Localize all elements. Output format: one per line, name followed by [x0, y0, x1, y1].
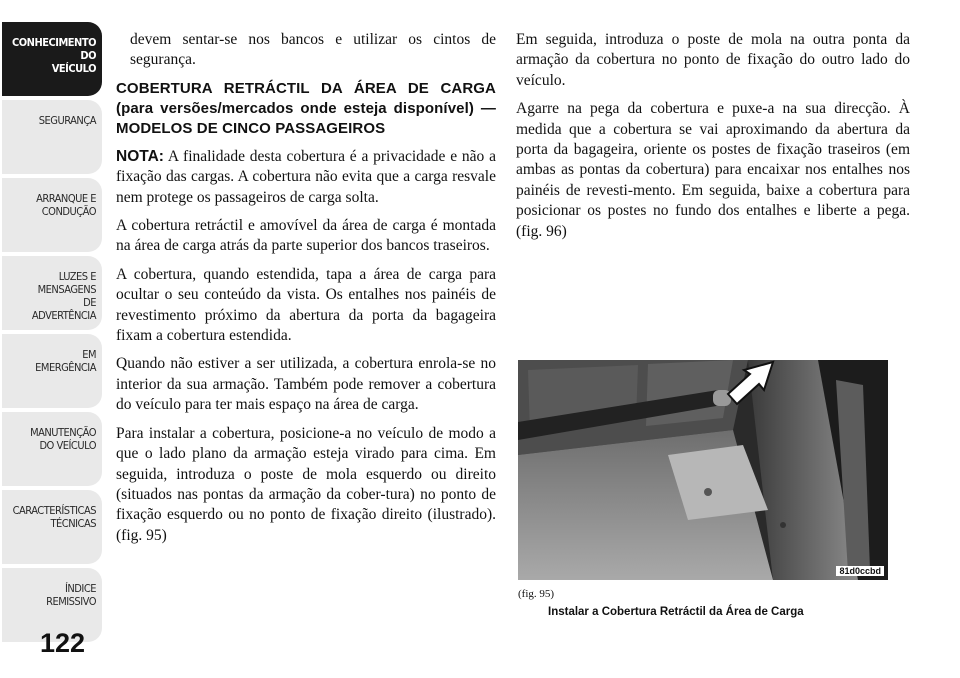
figure-caption: Instalar a Cobertura Retráctil da Área de Carga — [548, 606, 804, 618]
figure-number: (fig. 95) — [518, 588, 555, 600]
tab-arranque-e-conducao[interactable]: ARRANQUE E CONDUÇÃO — [2, 178, 102, 252]
body-paragraph: Para instalar a cobertura, posicione-a no veículo de modo a que o lado plano da armação esteja virado para cima. Em seguida, introduza o poste de mola esquerdo ou direito (situados nas pontas da armação da cober-tura) no ponto de fixação esquerdo ou no ponto de fixação direito (ilustrado). (fig. 95) — [116, 424, 496, 544]
tab-conhecimento-do-veiculo[interactable]: CONHECIMENTO DO VEÍCULO — [2, 22, 102, 96]
body-paragraph: Quando não estiver a ser utilizada, a cobertura enrola-se no interior da sua armação. Também pode remover a cobertura do veículo para ter mais espaço na área de carga. — [116, 355, 496, 414]
tab-caracteristicas-tecnicas[interactable]: CARACTERÍSTICAS TÉCNICAS — [2, 490, 102, 564]
tab-indice-remissivo[interactable]: ÍNDICE REMISSIVO — [2, 568, 102, 642]
cargo-area-illustration — [518, 360, 888, 580]
continuation-text: devem sentar-se nos bancos e utilizar os cintos de segurança. — [130, 31, 496, 69]
note-label: NOTA: — [116, 147, 164, 165]
note-text: A finalidade desta cobertura é a privacidade e não a fixação das cargas. A cobertura não evita que a carga resvale nem protege os passageiros de carga solta. — [116, 147, 496, 206]
body-paragraph: A cobertura, quando estendida, tapa a área de carga para ocultar o seu conteúdo da vista. Os entalhes nos painéis de revestimento próximo da abertura da porta da bagageira fixam a cobertura estendida. — [116, 265, 496, 345]
section-heading: COBERTURA RETRÁCTIL DA ÁREA DE CARGA (para versões/mercados onde esteja disponível) — MODELOS DE CINCO PASSAGEIROS — [116, 79, 496, 137]
page-number: 122 — [40, 628, 86, 658]
tab-luzes-e-mensagens[interactable]: LUZES E MENSAGENS DE ADVERTÊNCIA — [2, 256, 102, 330]
body-paragraph: A cobertura retráctil e amovível da área de carga é montada na área de carga atrás da parte superior dos bancos traseiros. — [116, 217, 496, 255]
tab-seguranca[interactable]: SEGURANÇA — [2, 100, 102, 174]
note-paragraph — [116, 147, 496, 208]
figure-code: 81d0ccbd — [836, 566, 884, 576]
tab-em-emergencia[interactable]: EM EMERGÊNCIA — [2, 334, 102, 408]
body-paragraph: Em seguida, introduza o poste de mola na outra ponta da armação da cobertura no ponto de fixação do outro lado do veículo. — [516, 31, 910, 89]
right-column — [516, 30, 910, 250]
tab-manutencao[interactable]: MANUTENÇÃO DO VEÍCULO — [2, 412, 102, 486]
left-column — [116, 30, 496, 554]
body-paragraph: Agarre na pega da cobertura e puxe-a na sua direcção. À medida que a cobertura se vai aproximando da abertura da porta da bagageira, oriente os postes de fixação traseiros (em ambas as pontas da cobertura) para encaixar nos entalhes nos painéis de revesti-mento. Em seguida, baixe a cobertura para posicionar os postes no fundo dos entalhes e liberte a pega. (fig. 96) — [516, 100, 910, 240]
cargo-cover-photo — [518, 360, 888, 580]
